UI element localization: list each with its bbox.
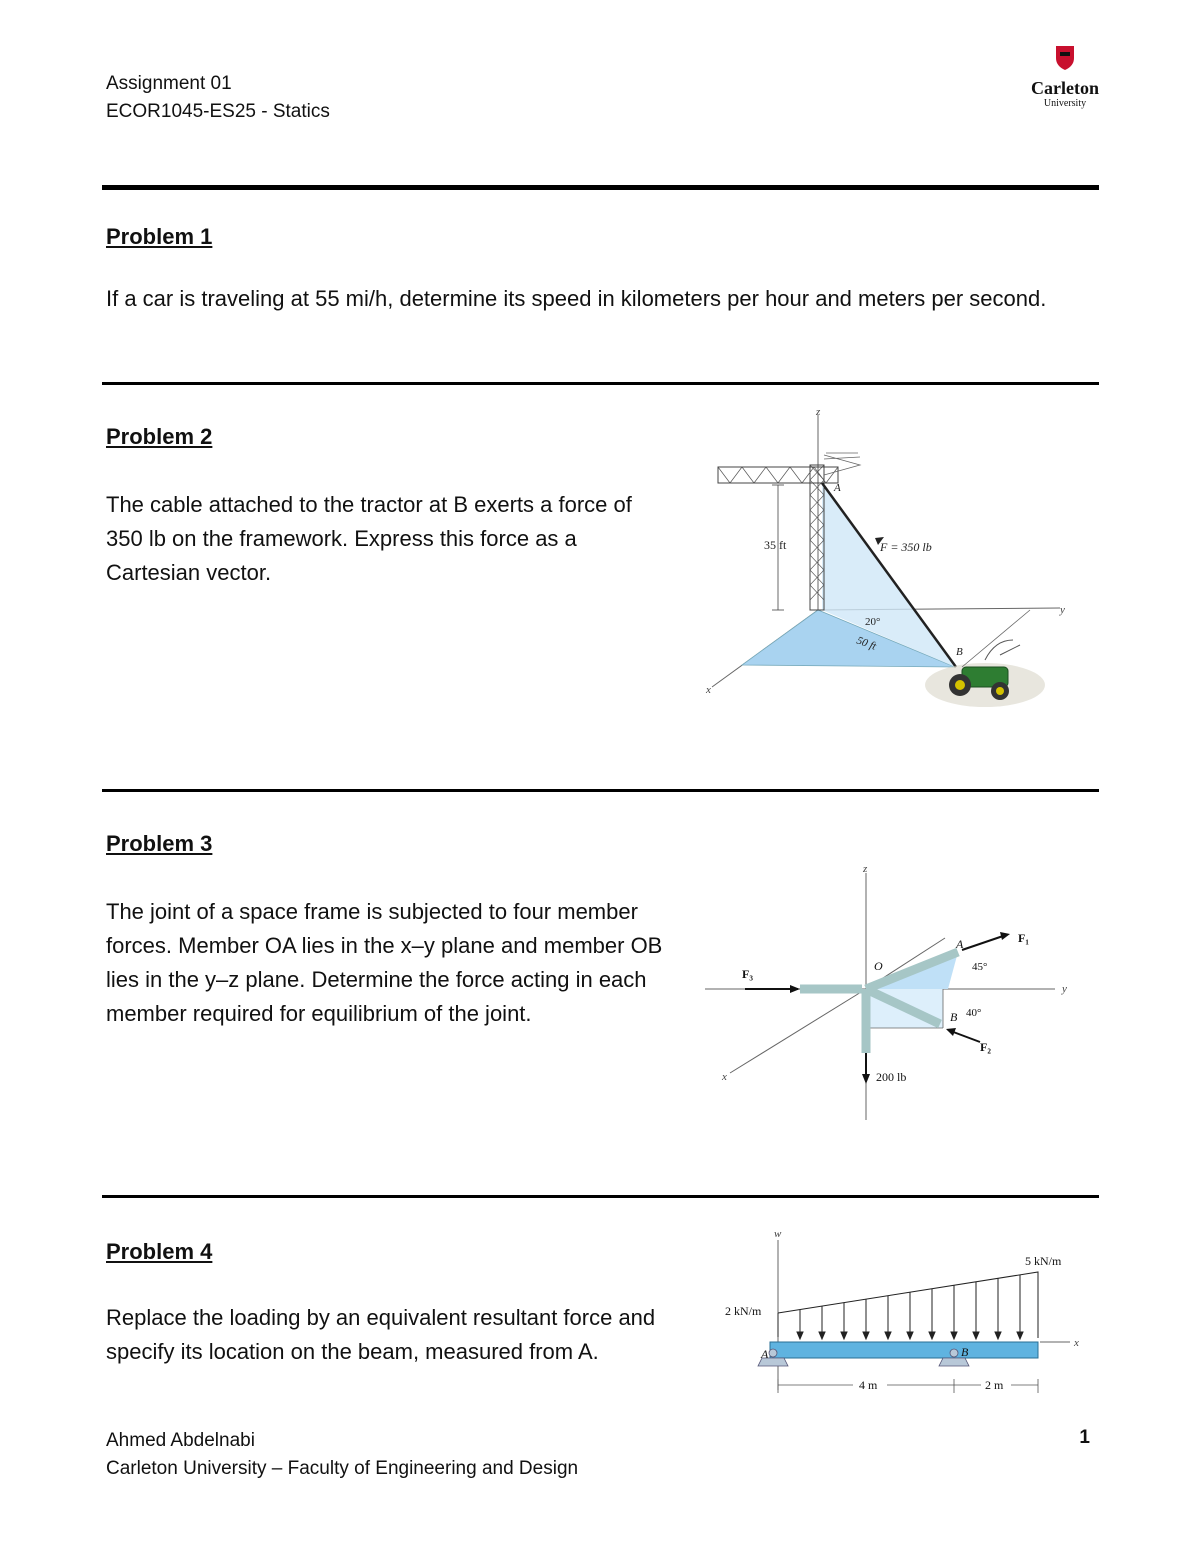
- divider-2: [102, 789, 1099, 792]
- problem-2-figure: [700, 405, 1080, 725]
- point-b-label: B: [950, 1010, 958, 1024]
- f2-label: F₂: [980, 1040, 991, 1054]
- shield-icon: [1056, 46, 1074, 70]
- angle-2-label: 40°: [966, 1007, 982, 1019]
- right-load-label: 5 kN/m: [1025, 1254, 1062, 1268]
- logo-subtitle: University: [1043, 98, 1087, 109]
- force-label: F = 350 lb: [880, 540, 932, 554]
- point-a-label: A: [761, 1347, 769, 1361]
- divider-1: [102, 382, 1099, 385]
- logo-name: Carleton: [1031, 78, 1099, 98]
- distance-label: 50 ft: [854, 634, 878, 653]
- point-a-label: A: [956, 937, 964, 951]
- span-2-label: 2 m: [985, 1378, 1004, 1392]
- left-load-label: 2 kN/m: [725, 1304, 762, 1318]
- problem-3-figure: [700, 858, 1080, 1128]
- divider-3: [102, 1195, 1099, 1198]
- page-number: 1: [1079, 1427, 1090, 1448]
- angle-1-label: 45°: [972, 961, 988, 973]
- y-axis-label: y: [1060, 604, 1065, 616]
- height-label: 35 ft: [764, 538, 787, 552]
- point-b-label: B: [961, 1345, 969, 1359]
- angle-label: 20°: [865, 616, 881, 628]
- problem-3-text: The joint of a space frame is subjected to four member forces. Member OA lies in the x–y plane and member OB lies in the y–z plane. Determine the force acting in each member required for equilibrium of the joint.: [106, 899, 663, 1026]
- z-axis-label: z: [816, 406, 821, 418]
- footer-author: Ahmed Abdelnabi: [106, 1430, 255, 1451]
- problem-4-figure: [715, 1225, 1095, 1400]
- problem-2-title: Problem 2: [106, 424, 213, 449]
- z-axis-label: z: [863, 863, 868, 875]
- w-axis-label: w: [774, 1228, 782, 1240]
- f3-label: F₃: [742, 967, 753, 981]
- footer-affiliation: Carleton University – Faculty of Engineering and Design: [106, 1458, 579, 1479]
- document-header-title: Assignment 01: [106, 73, 232, 94]
- point-o-label: O: [874, 959, 883, 973]
- problem-1-text: If a car is traveling at 55 mi/h, determine its speed in kilometers per hour and meters per second.: [106, 286, 1047, 311]
- x-axis-label: x: [1074, 1337, 1079, 1349]
- problem-2-text: The cable attached to the tractor at B exerts a force of 350 lb on the framework. Express this force as a Cartesian vector.: [106, 492, 632, 585]
- load-label: 200 lb: [876, 1070, 907, 1084]
- point-a-label: A: [834, 482, 841, 494]
- f1-label: F₁: [1018, 931, 1029, 945]
- span-1-label: 4 m: [859, 1378, 878, 1392]
- header-divider: [102, 185, 1099, 190]
- x-axis-label: x: [706, 684, 711, 696]
- carleton-logo: [1020, 44, 1110, 114]
- x-axis-label: x: [722, 1071, 727, 1083]
- problem-4-title: Problem 4: [106, 1239, 213, 1264]
- y-axis-label: y: [1062, 983, 1067, 995]
- course-code: ECOR1045-ES25 - Statics: [106, 101, 330, 122]
- point-b-label: B: [956, 646, 963, 658]
- problem-4-text: Replace the loading by an equivalent resultant force and specify its location on the beam, measured from A.: [106, 1305, 656, 1364]
- problem-3-title: Problem 3: [106, 831, 213, 856]
- problem-1-title: Problem 1: [106, 224, 213, 249]
